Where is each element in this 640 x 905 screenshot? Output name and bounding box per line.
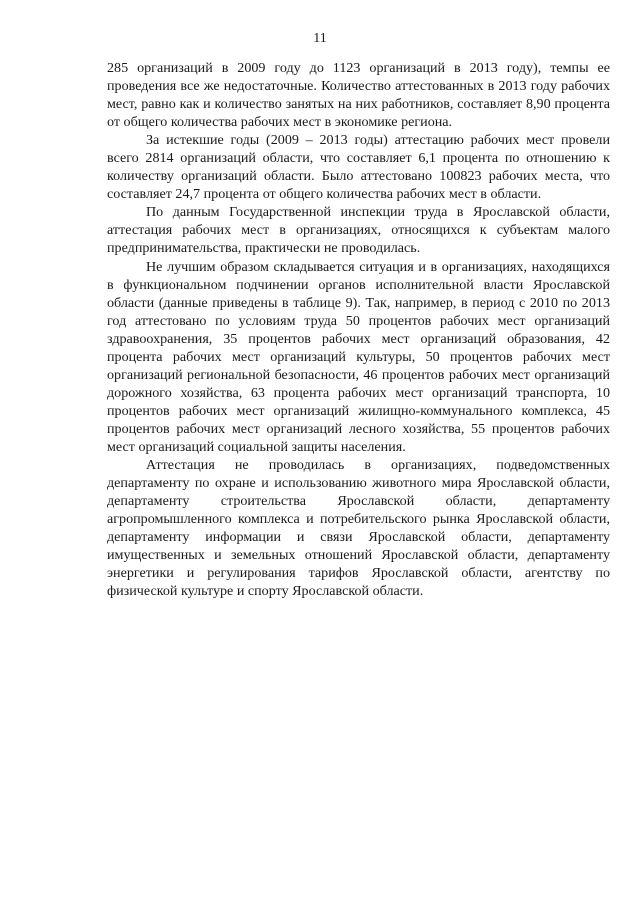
- paragraph-labor-inspection: По данным Государственной инспекции труда в Ярославской области, аттестация рабочих мест в организациях, относящихся к субъектам малого предпринимательства, практически не проводилась.: [107, 204, 610, 257]
- paragraph-attestation-totals: За истекшие годы (2009 – 2013 годы) аттестацию рабочих мест провели всего 2814 организаций области, что составляет 6,1 процента по отношению к количеству организаций области. Было аттестовано 100823 рабочих места, что составляет 24,7 процента от общего количества рабочих мест в области.: [107, 132, 610, 203]
- paragraph-no-attestation: Аттестация не проводилась в организациях, подведомственных департаменту по охране и использованию животного мира Ярославской области, департаменту строительства Ярославской области, департаменту агропромышленного комплекса и потребительского рынка Ярославской области, департаменту информации и связи Ярославской области, департаменту имущественных и земельных отношений Ярославской области, департаменту энергетики и регулирования тарифов Ярославской области, агентству по физической культуре и спорту Ярославской области.: [107, 457, 610, 600]
- body-text: [107, 59, 610, 600]
- paragraph-subordinate-organizations: Не лучшим образом складывается ситуация и в организациях, находящихся в функциональном подчинении органов исполнительной власти Ярославской области (данные приведены в таблице 9). Так, например, в период с 2010 по 2013 год аттестовано по условиям труда 50 процентов рабочих мест организаций здравоохранения, 35 процентов рабочих мест организаций образования, 42 процента рабочих мест организаций культуры, 50 процентов рабочих мест организаций региональной безопасности, 46 процентов рабочих мест организаций дорожного хозяйства, 63 процента рабочих мест организаций транспорта, 10 процентов рабочих мест организаций жилищно-коммунального комплекса, 45 процентов рабочих мест организаций лесного хозяйства, 55 процентов рабочих мест организаций социальной защиты населения.: [107, 258, 610, 455]
- page-number: 11: [313, 31, 327, 46]
- paragraph-continuation: 285 организаций в 2009 году до 1123 организаций в 2013 году), темпы ее проведения все же недостаточные. Количество аттестованных в 2013 году рабочих мест, равно как и количество занятых на них работников, составляет 8,90 процента от общего количества рабочих мест в экономике региона.: [107, 60, 610, 131]
